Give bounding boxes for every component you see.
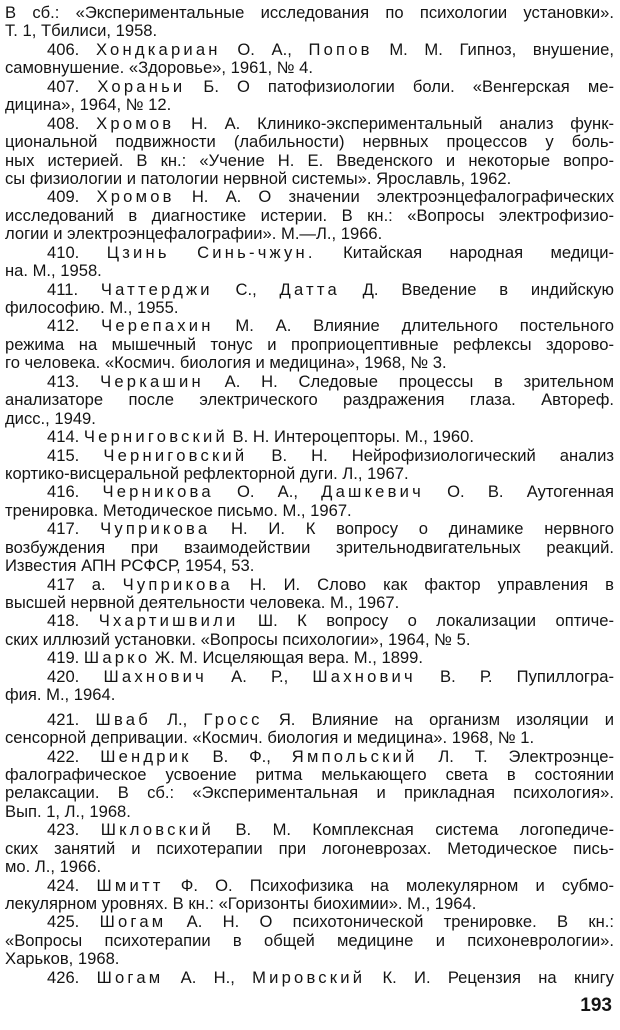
entry-line: [5, 188, 614, 206]
author-surname: Чуприкова: [122, 574, 233, 594]
entry-line: ских иллюзий установки. «Вопросы психологии», 1964, № 5.: [5, 629, 471, 649]
entry-text: Н. А. О значении электроэнцефалографических: [174, 187, 614, 207]
entry-line: исследований в диагностике истерии. В кн.: «Вопросы электрофизио-: [5, 205, 614, 225]
entry-line: режима на мышечный тонус и проприоцептивные рефлексы здорово-: [5, 334, 614, 354]
entry-line: [5, 969, 614, 987]
entry-text: 413.: [47, 371, 101, 391]
author-surname: Ямпольский: [291, 746, 418, 766]
bibliography-entry: [5, 668, 614, 705]
entry-text: Ж. М. Исцеляющая вера. М., 1899.: [150, 648, 423, 668]
entry-text: В. Ф.,: [191, 746, 292, 766]
entry-text: 423.: [47, 820, 101, 840]
page-number: 193: [580, 995, 612, 1016]
entry-text: 424.: [47, 875, 97, 895]
author-surname: Дашкевич: [321, 482, 424, 502]
entry-text: О. А.,: [220, 39, 309, 59]
entry-text: 407.: [47, 76, 98, 96]
entry-line: кортико-висцеральной рефлекторной дуги. Л., 1967.: [5, 463, 409, 483]
entry-text: 417 а.: [47, 574, 123, 594]
entry-line: [5, 428, 614, 446]
entry-text: С.,: [212, 279, 280, 299]
author-surname: Хораньи: [97, 76, 186, 96]
entry-line: [5, 576, 614, 594]
bibliography-entry: [5, 244, 614, 281]
entry-line: [5, 373, 614, 391]
entry-text: 412.: [47, 316, 102, 336]
bibliography-entry: [5, 913, 614, 968]
bibliography-page: [5, 4, 614, 987]
entry-text: М. М. Гипноз, внушение,: [372, 39, 614, 59]
author-surname: Чхартишвили: [98, 611, 239, 631]
entry-text: В. М. Комплексная система логопедиче-: [214, 820, 614, 840]
author-surname: Шкловский: [100, 820, 215, 840]
author-surname: Черкашин: [100, 371, 204, 391]
bibliography-entry: [5, 576, 614, 613]
entry-text: 416.: [47, 482, 103, 502]
bibliography-entry: [5, 821, 614, 876]
entry-text: 426.: [47, 967, 97, 987]
entry-text: Н. И. Слово как фактор управления в: [232, 574, 614, 594]
author-surname: Черниговский: [103, 445, 248, 465]
entry-text: В. Р. Пупиллогра-: [415, 666, 614, 686]
entry-text: 411.: [47, 279, 101, 299]
entry-text: А. Р.,: [206, 666, 313, 686]
entry-line: на. М., 1958.: [5, 261, 102, 281]
entry-line: ских занятий и психотерапии при логоневрозах. Методическое пись-: [5, 838, 614, 858]
entry-text: Китайская народная медици-: [315, 242, 614, 262]
entry-text: 410.: [47, 242, 107, 262]
author-surname: Шендрик: [100, 746, 192, 766]
bibliography-entry: [5, 78, 614, 115]
entry-text: Я. Влияние на организм изоляции и: [262, 709, 614, 729]
entry-text: [170, 243, 197, 262]
author-surname: Черниговский: [83, 427, 228, 447]
entry-line: [5, 317, 614, 335]
bibliography-entry: [5, 711, 614, 748]
author-surname: Черникова: [102, 482, 214, 502]
entry-line: логии и электроэнцефалографии». М.—Л., 1966.: [5, 224, 383, 244]
author-surname: Хромов: [96, 187, 175, 207]
entry-text: О. В. Аутогенная: [423, 482, 614, 502]
author-surname: Синь-чжун.: [197, 242, 316, 262]
entry-text: 422.: [47, 746, 101, 766]
bibliography-entry: [5, 41, 614, 78]
bibliography-entry: [5, 188, 614, 243]
entry-line: [5, 244, 614, 262]
entry-text: Л. Т. Электроэнце-: [417, 746, 614, 766]
bibliography-entry: [5, 748, 614, 822]
entry-text: А. Н.,: [163, 967, 253, 987]
entry-line: мо. Л., 1966.: [5, 857, 102, 877]
entry-line: В сб.: «Экспериментальные исследования по психологии установки».: [5, 3, 614, 22]
author-surname: Цзинь: [106, 242, 170, 262]
entry-line: [5, 649, 614, 667]
entry-text: 415.: [47, 445, 104, 465]
entry-line: [5, 877, 614, 895]
entry-line: ных истерией. В кн.: «Учение Н. Е. Введенского и некоторые вопро-: [5, 150, 614, 170]
author-surname: Шваб: [95, 709, 151, 729]
bibliography-entry: [5, 281, 614, 318]
entry-text: О. А.,: [213, 482, 322, 502]
author-surname: Шогам: [96, 967, 164, 987]
bibliography-entry: [5, 520, 614, 575]
entry-line: [5, 612, 614, 630]
bibliography-entry: [5, 115, 614, 189]
entry-line: сы физиологии и патологии нервной системы». Ярославль, 1962.: [5, 168, 512, 188]
entry-text: 425.: [47, 912, 100, 932]
author-surname: Датта: [279, 279, 340, 299]
author-surname: Чаттерджи: [100, 279, 213, 299]
author-surname: Чуприкова: [100, 519, 211, 539]
entry-line: [5, 748, 614, 766]
entry-line: [5, 41, 614, 59]
entry-line: [5, 913, 614, 931]
entry-line: циональной подвижности (лабильности) нервных процессов у боль-: [5, 132, 614, 152]
entry-line: высшей нервной деятельности человека. М., 1967.: [5, 593, 400, 612]
entry-line: Вып. 1, Л., 1968.: [5, 801, 131, 821]
entry-text: 420.: [47, 666, 104, 686]
entry-line: [5, 520, 614, 538]
entry-line: Известия АПН РСФСР, 1954, 53.: [5, 556, 255, 576]
entry-text: Ф. О. Психофизика на молекулярном и субмо-: [163, 875, 614, 895]
entry-line: сенсорной депривации. «Космич. биология и медицина». 1968, № 1.: [5, 728, 535, 748]
bibliography-entry: [5, 612, 614, 649]
bibliography-entry: [5, 317, 614, 372]
entry-line: [5, 821, 614, 839]
author-surname: Шмитт: [96, 875, 164, 895]
entry-text: В. Н. Нейрофизиологический анализ: [247, 445, 614, 465]
entry-line: [5, 711, 614, 729]
author-surname: Гросс: [203, 709, 263, 729]
entry-line: «Вопросы психотерапии в общей медицине и психоневрологии».: [5, 930, 614, 950]
entry-line: [5, 281, 614, 299]
entry-text: 418.: [47, 611, 99, 631]
author-surname: Мировский: [252, 967, 366, 987]
author-surname: Хондкариан: [95, 39, 221, 59]
entry-text: 408.: [47, 113, 97, 133]
entry-line: философию. М., 1955.: [5, 298, 179, 317]
author-surname: Хромов: [96, 113, 175, 133]
bibliography-entry: [5, 4, 614, 41]
entry-line: го человека. «Космич. биология и медицина», 1968, № 3.: [5, 353, 447, 373]
entry-text: К. И. Рецензия на книгу: [365, 967, 614, 987]
author-surname: Шахнович: [312, 666, 416, 686]
entry-line: фия. М., 1964.: [5, 685, 116, 705]
entry-line: [5, 78, 614, 96]
author-surname: Шахнович: [103, 666, 207, 686]
entry-line: фалографическое усвоение ритма мелькающего света в состоянии: [5, 764, 614, 784]
bibliography-entry: [5, 877, 614, 914]
entry-line: [5, 483, 614, 501]
author-surname: Попов: [308, 39, 373, 59]
bibliography-entry: [5, 483, 614, 520]
entry-line: дисс., 1949.: [5, 408, 96, 428]
entry-text: Н. И. К вопросу о динамике нервного: [210, 519, 614, 539]
entry-text: Б. О патофизиологии боли. «Венгерская ме-: [185, 76, 614, 96]
bibliography-entry: [5, 649, 614, 667]
entry-text: А. Н. О психотонической тренировке. В кн.:: [166, 912, 614, 932]
entry-line: релаксации. В сб.: «Экспериментальная и прикладная психология».: [5, 783, 614, 803]
bibliography-entry: [5, 373, 614, 428]
entry-text: 417.: [47, 519, 101, 539]
entry-text: Ш. К вопросу о локализации оптиче-: [238, 611, 614, 631]
entry-line: анализаторе после электрического раздражения глаза. Автореф.: [5, 390, 614, 410]
author-surname: Шогам: [99, 912, 167, 932]
entry-line: лекулярном уровнях. В кн.: «Горизонты биохимии». М., 1964.: [5, 894, 477, 913]
bibliography-entry: [5, 447, 614, 484]
entry-line: самовнушение. «Здоровье», 1961, № 4.: [5, 58, 314, 78]
author-surname: Черепахин: [101, 316, 214, 336]
entry-text: 406.: [47, 39, 96, 59]
entry-line: [5, 668, 614, 686]
entry-text: 409.: [47, 187, 97, 207]
entry-text: 421.: [47, 709, 96, 729]
entry-line: возбуждения при взаимодействии зрительнодвигательных реакций.: [5, 537, 614, 557]
author-surname: Шарко: [83, 648, 151, 668]
entry-line: Харьков, 1968.: [5, 949, 120, 969]
entry-line: тренировка. Методическое письмо. М., 1967.: [5, 500, 352, 520]
entry-text: Н. А. Клинико-экспериментальный анализ функ-: [174, 113, 614, 133]
entry-text: 414.: [47, 427, 84, 447]
entry-line: [5, 447, 614, 465]
entry-line: Т. 1, Тбилиси, 1958.: [5, 21, 158, 41]
entry-text: 419.: [47, 648, 84, 668]
entry-text: М. А. Влияние длительного постельного: [213, 316, 614, 336]
entry-text: Л.,: [150, 709, 204, 729]
entry-text: А. Н. Следовые процессы в зрительном: [203, 371, 614, 391]
entry-text: В. Н. Интероцепторы. М., 1960.: [227, 427, 474, 447]
bibliography-entry: [5, 969, 614, 987]
entry-text: Д. Введение в индийскую: [339, 279, 614, 299]
entry-line: дицина», 1964, № 12.: [5, 95, 172, 115]
entry-line: [5, 115, 614, 133]
bibliography-entry: [5, 428, 614, 446]
